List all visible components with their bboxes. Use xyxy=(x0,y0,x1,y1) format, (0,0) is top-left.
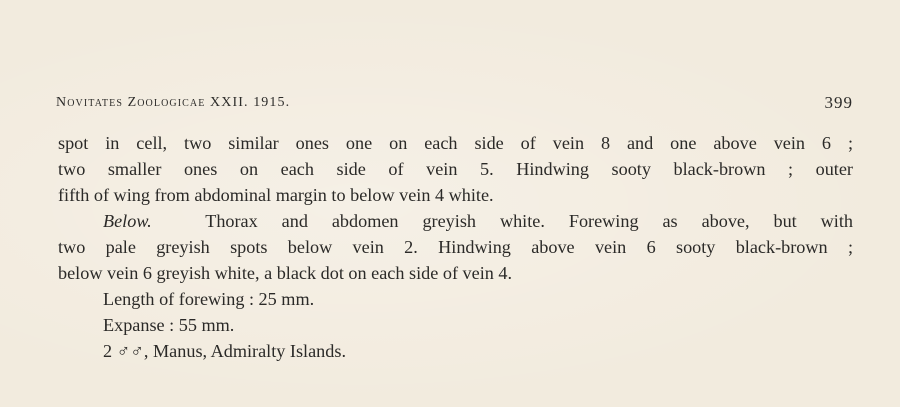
forewing-length: Length of forewing : 25 mm. xyxy=(103,289,315,309)
text-line: two smaller ones on each side of vein 5. Hindwing sooty black-brown ; outer xyxy=(58,159,853,179)
below-paragraph-start xyxy=(58,208,853,234)
text-line: fifth of wing from abdominal margin to below vein 4 white. xyxy=(58,185,494,205)
description-text xyxy=(58,130,853,364)
text-line: Thorax and abdomen greyish white. Forewing as above, but with xyxy=(205,211,853,231)
text-line: two pale greyish spots below vein 2. Hindwing above vein 6 sooty black-brown ; xyxy=(58,237,853,257)
running-head xyxy=(56,95,853,115)
page-number: 399 xyxy=(824,93,853,112)
expanse: Expanse : 55 mm. xyxy=(103,315,235,335)
journal-title: Novitates Zoologicae XXII. 1915. xyxy=(56,95,291,110)
text-line: spot in cell, two similar ones one on each side of vein 8 and one above vein 6 ; xyxy=(58,133,853,153)
text-line: below vein 6 greyish white, a black dot on each side of vein 4. xyxy=(58,263,513,283)
below-heading: Below. xyxy=(103,211,152,231)
specimen-record: 2 ♂♂, Manus, Admiralty Islands. xyxy=(103,341,346,361)
